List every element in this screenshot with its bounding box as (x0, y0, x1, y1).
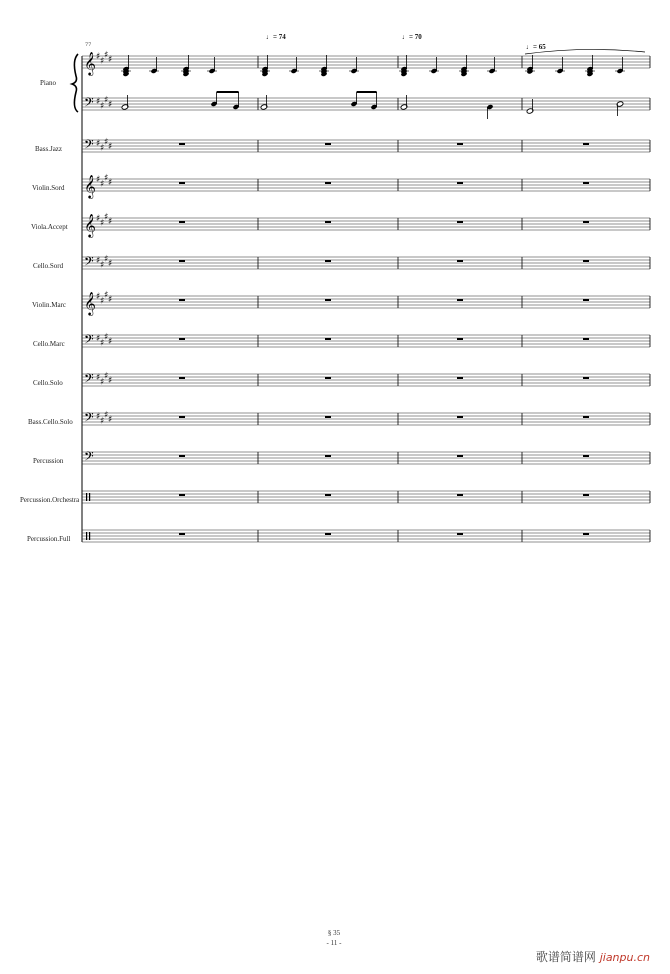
whole-rest (325, 260, 331, 262)
watermark-cn: 歌谱简谱网 (535, 950, 596, 964)
whole-rest (457, 221, 463, 223)
instrument-label-bass-cello-solo: Bass.Cello.Solo (28, 418, 73, 426)
whole-rest (583, 182, 589, 184)
sharp-sign: ♯ (104, 50, 109, 61)
whole-rest (457, 143, 463, 145)
whole-rest (179, 416, 185, 418)
whole-rest (457, 455, 463, 457)
piano-brace (72, 54, 78, 112)
whole-rest (179, 299, 185, 301)
whole-rest (457, 377, 463, 379)
bass-clef: 𝄢 (84, 332, 94, 350)
sharp-sign: ♯ (108, 55, 113, 65)
percussion-clef (89, 532, 90, 540)
sharp-sign: ♯ (108, 178, 113, 188)
sharp-sign: ♯ (96, 334, 101, 344)
sharp-sign: ♯ (108, 376, 113, 386)
sharp-sign: ♯ (108, 217, 113, 227)
whole-rest (457, 182, 463, 184)
sharp-sign: ♯ (104, 332, 109, 343)
sharp-sign: ♯ (96, 52, 101, 62)
sharp-sign: ♯ (104, 173, 109, 184)
sharp-sign: ♯ (108, 259, 113, 269)
whole-rest (325, 338, 331, 340)
instrument-label-violin-sord: Violin.Sord (32, 184, 65, 192)
whole-rest (325, 455, 331, 457)
page-number: - 11 - (326, 939, 342, 947)
sharp-sign: ♯ (96, 139, 101, 149)
tempo-mark-2: ♩= 70 (402, 33, 422, 41)
whole-rest (179, 533, 185, 535)
instrument-label-cello-sord: Cello.Sord (33, 262, 64, 270)
sharp-sign: ♯ (96, 97, 101, 107)
whole-rest (179, 260, 185, 262)
whole-rest (457, 299, 463, 301)
whole-rest (457, 533, 463, 535)
sharp-sign: ♯ (100, 338, 105, 349)
instrument-label-percussion: Percussion (33, 457, 64, 465)
watermark-latin: jianpu.cn (599, 951, 650, 964)
bass-clef: 𝄢 (84, 410, 94, 428)
measure-number: 77 (85, 42, 92, 48)
sharp-sign: ♯ (100, 218, 105, 229)
whole-rest (325, 533, 331, 535)
sharp-sign: ♯ (100, 296, 105, 307)
whole-rest (179, 455, 185, 457)
whole-rest (325, 182, 331, 184)
whole-rest (583, 377, 589, 379)
whole-rest (583, 221, 589, 223)
beam (217, 91, 239, 93)
whole-rest (583, 533, 589, 535)
whole-rest (179, 143, 185, 145)
whole-rest (583, 416, 589, 418)
percussion-clef (86, 493, 87, 501)
sharp-sign: ♯ (104, 371, 109, 382)
whole-rest (583, 260, 589, 262)
instrument-label-violin-marc: Violin.Marc (32, 301, 66, 309)
whole-rest (583, 455, 589, 457)
whole-rest (179, 377, 185, 379)
instrument-label-percussion-full: Percussion.Full (27, 535, 71, 543)
sharp-sign: ♯ (96, 292, 101, 302)
footer-mark: § 35 (327, 929, 341, 937)
sharp-sign: ♯ (108, 142, 113, 152)
whole-rest (457, 338, 463, 340)
percussion-clef (89, 493, 90, 501)
instrument-label-cello-solo: Cello.Solo (33, 379, 63, 387)
sharp-sign: ♯ (96, 256, 101, 266)
whole-rest (457, 260, 463, 262)
whole-rest (457, 416, 463, 418)
sharp-sign: ♯ (104, 95, 109, 106)
sharp-sign: ♯ (100, 260, 105, 271)
whole-rest (583, 299, 589, 301)
tempo-mark-1: ♩= 74 (266, 33, 286, 41)
percussion-clef (86, 532, 87, 540)
sharp-sign: ♯ (100, 101, 105, 112)
whole-rest (325, 494, 331, 496)
whole-rest (325, 377, 331, 379)
sharp-sign: ♯ (100, 416, 105, 427)
watermark (536, 948, 650, 965)
whole-rest (179, 182, 185, 184)
sharp-sign: ♯ (96, 373, 101, 383)
instrument-label-percussion-orchestra: Percussion.Orchestra (20, 496, 80, 504)
instrument-label-piano: Piano (40, 79, 56, 87)
whole-rest (583, 143, 589, 145)
sharp-sign: ♯ (108, 337, 113, 347)
sharp-sign: ♯ (100, 56, 105, 67)
sharp-sign: ♯ (104, 290, 109, 301)
whole-rest (325, 143, 331, 145)
whole-rest (325, 416, 331, 418)
sharp-sign: ♯ (96, 175, 101, 185)
tempo-mark-3: ♩= 65 (526, 43, 546, 51)
sharp-sign: ♯ (108, 415, 113, 425)
whole-rest (583, 494, 589, 496)
bass-clef: 𝄢 (84, 254, 94, 272)
sharp-sign: ♯ (104, 212, 109, 223)
treble-clef: 𝄞 (84, 291, 96, 315)
treble-clef: 𝄞 (84, 51, 96, 75)
sharp-sign: ♯ (100, 143, 105, 154)
sharp-sign: ♯ (96, 214, 101, 224)
sharp-sign: ♯ (108, 295, 113, 305)
beam (357, 91, 377, 93)
whole-rest (325, 299, 331, 301)
sharp-sign: ♯ (104, 137, 109, 148)
whole-rest (583, 338, 589, 340)
instrument-label-bass-jazz: Bass.Jazz (35, 145, 63, 153)
bass-clef: 𝄢 (84, 95, 94, 113)
sharp-sign: ♯ (108, 100, 113, 110)
instrument-label-cello-marc: Cello.Marc (33, 340, 65, 348)
instrument-label-viola-accept: Viola.Accept (31, 223, 68, 231)
sharp-sign: ♯ (104, 410, 109, 421)
treble-clef: 𝄞 (84, 174, 96, 198)
whole-rest (179, 338, 185, 340)
whole-rest (179, 494, 185, 496)
sharp-sign: ♯ (104, 254, 109, 265)
bass-clef: 𝄢 (84, 371, 94, 389)
sharp-sign: ♯ (100, 377, 105, 388)
bass-clef: 𝄢 (84, 137, 94, 155)
whole-rest (179, 221, 185, 223)
treble-clef: 𝄞 (84, 213, 96, 237)
bass-clef: 𝄢 (84, 449, 94, 467)
whole-rest (457, 494, 463, 496)
sharp-sign: ♯ (100, 179, 105, 190)
whole-rest (325, 221, 331, 223)
sharp-sign: ♯ (96, 412, 101, 422)
